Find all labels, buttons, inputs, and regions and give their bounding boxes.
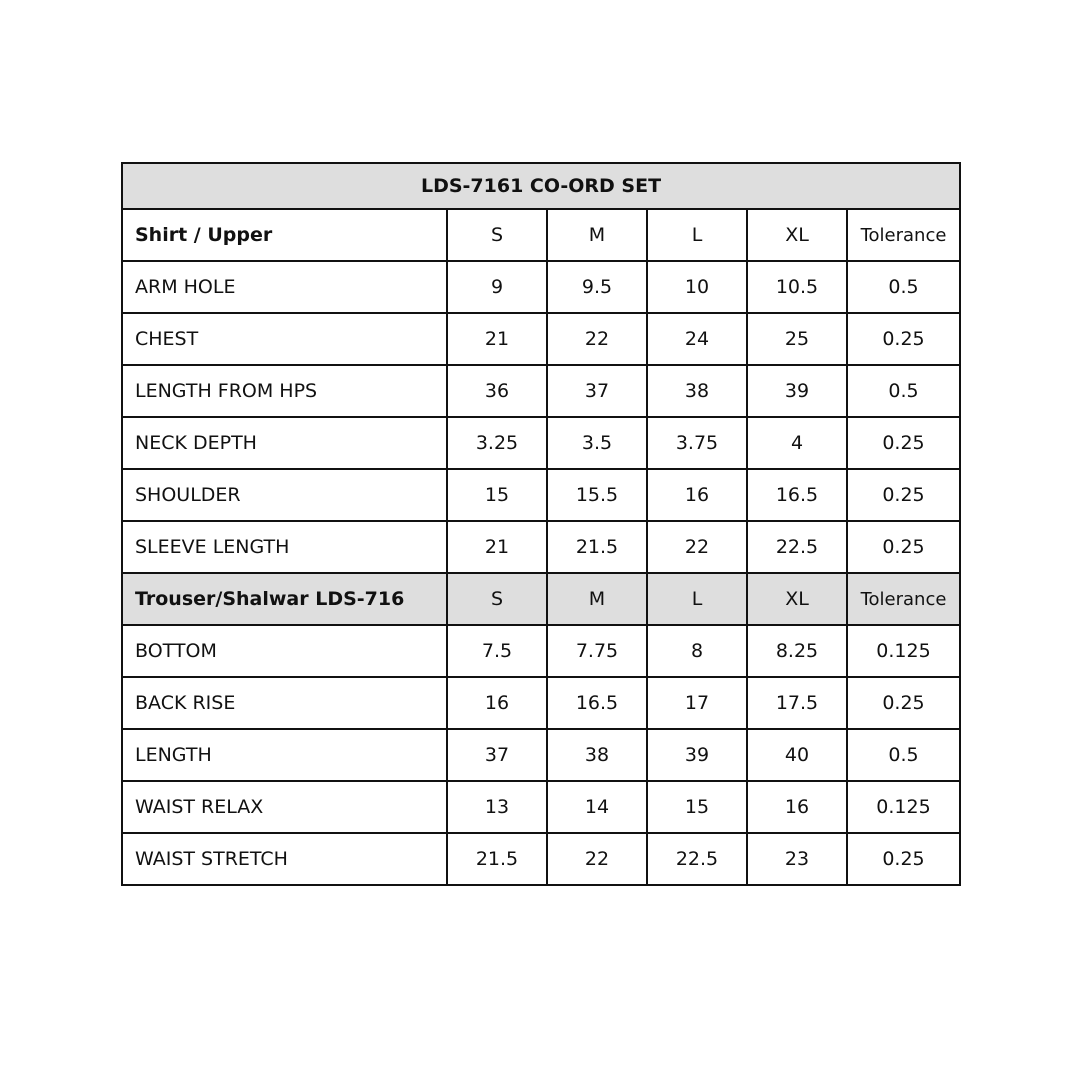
value-l: 38 [647, 365, 747, 417]
value-s: 37 [447, 729, 547, 781]
value-l: 16 [647, 469, 747, 521]
value-tolerance: 0.25 [847, 313, 960, 365]
shirt-section [122, 209, 960, 573]
value-l: 3.75 [647, 417, 747, 469]
measurement-label: LENGTH FROM HPS [122, 365, 447, 417]
size-header-l: L [647, 209, 747, 261]
trouser-header-row [122, 573, 960, 625]
value-s: 21 [447, 521, 547, 573]
tolerance-header: Tolerance [847, 573, 960, 625]
value-tolerance: 0.125 [847, 625, 960, 677]
trouser-section [122, 573, 960, 885]
value-s: 13 [447, 781, 547, 833]
value-m: 3.5 [547, 417, 647, 469]
measurement-label: BOTTOM [122, 625, 447, 677]
table-row [122, 625, 960, 677]
value-m: 38 [547, 729, 647, 781]
value-tolerance: 0.25 [847, 521, 960, 573]
value-m: 15.5 [547, 469, 647, 521]
measurement-label: NECK DEPTH [122, 417, 447, 469]
value-l: 39 [647, 729, 747, 781]
title-row [122, 163, 960, 209]
value-tolerance: 0.125 [847, 781, 960, 833]
measurement-label: WAIST RELAX [122, 781, 447, 833]
value-l: 15 [647, 781, 747, 833]
value-xl: 22.5 [747, 521, 847, 573]
value-tolerance: 0.25 [847, 677, 960, 729]
value-m: 14 [547, 781, 647, 833]
size-header-xl: XL [747, 573, 847, 625]
value-s: 15 [447, 469, 547, 521]
value-tolerance: 0.5 [847, 261, 960, 313]
value-xl: 40 [747, 729, 847, 781]
size-header-l: L [647, 573, 747, 625]
value-xl: 16.5 [747, 469, 847, 521]
value-xl: 16 [747, 781, 847, 833]
table-row [122, 833, 960, 885]
value-tolerance: 0.25 [847, 469, 960, 521]
value-xl: 25 [747, 313, 847, 365]
table-row [122, 313, 960, 365]
table-row [122, 469, 960, 521]
value-m: 9.5 [547, 261, 647, 313]
value-l: 8 [647, 625, 747, 677]
value-xl: 10.5 [747, 261, 847, 313]
size-header-xl: XL [747, 209, 847, 261]
value-s: 9 [447, 261, 547, 313]
value-l: 22.5 [647, 833, 747, 885]
value-tolerance: 0.5 [847, 729, 960, 781]
measurement-label: SHOULDER [122, 469, 447, 521]
value-s: 16 [447, 677, 547, 729]
value-l: 22 [647, 521, 747, 573]
table-row [122, 729, 960, 781]
table-row [122, 417, 960, 469]
value-tolerance: 0.5 [847, 365, 960, 417]
tolerance-header: Tolerance [847, 209, 960, 261]
value-s: 21 [447, 313, 547, 365]
measurement-label: LENGTH [122, 729, 447, 781]
value-s: 36 [447, 365, 547, 417]
shirt-header-row [122, 209, 960, 261]
value-tolerance: 0.25 [847, 417, 960, 469]
size-chart-table [121, 162, 961, 886]
measurement-label: SLEEVE LENGTH [122, 521, 447, 573]
table-row [122, 781, 960, 833]
value-m: 7.75 [547, 625, 647, 677]
table-row [122, 365, 960, 417]
value-s: 7.5 [447, 625, 547, 677]
shirt-section-title: Shirt / Upper [122, 209, 447, 261]
value-xl: 8.25 [747, 625, 847, 677]
value-l: 24 [647, 313, 747, 365]
size-header-m: M [547, 573, 647, 625]
value-m: 22 [547, 313, 647, 365]
value-m: 37 [547, 365, 647, 417]
chart-title: LDS-7161 CO-ORD SET [122, 163, 960, 209]
size-header-s: S [447, 573, 547, 625]
size-header-s: S [447, 209, 547, 261]
size-header-m: M [547, 209, 647, 261]
value-tolerance: 0.25 [847, 833, 960, 885]
table-row [122, 677, 960, 729]
value-xl: 23 [747, 833, 847, 885]
measurement-label: WAIST STRETCH [122, 833, 447, 885]
table-row [122, 521, 960, 573]
value-m: 16.5 [547, 677, 647, 729]
value-xl: 17.5 [747, 677, 847, 729]
measurement-label: CHEST [122, 313, 447, 365]
measurement-label: ARM HOLE [122, 261, 447, 313]
trouser-section-title: Trouser/Shalwar LDS-716 [122, 573, 447, 625]
value-l: 17 [647, 677, 747, 729]
value-s: 3.25 [447, 417, 547, 469]
value-xl: 4 [747, 417, 847, 469]
measurement-label: BACK RISE [122, 677, 447, 729]
value-l: 10 [647, 261, 747, 313]
value-s: 21.5 [447, 833, 547, 885]
table-row [122, 261, 960, 313]
value-m: 22 [547, 833, 647, 885]
value-xl: 39 [747, 365, 847, 417]
value-m: 21.5 [547, 521, 647, 573]
